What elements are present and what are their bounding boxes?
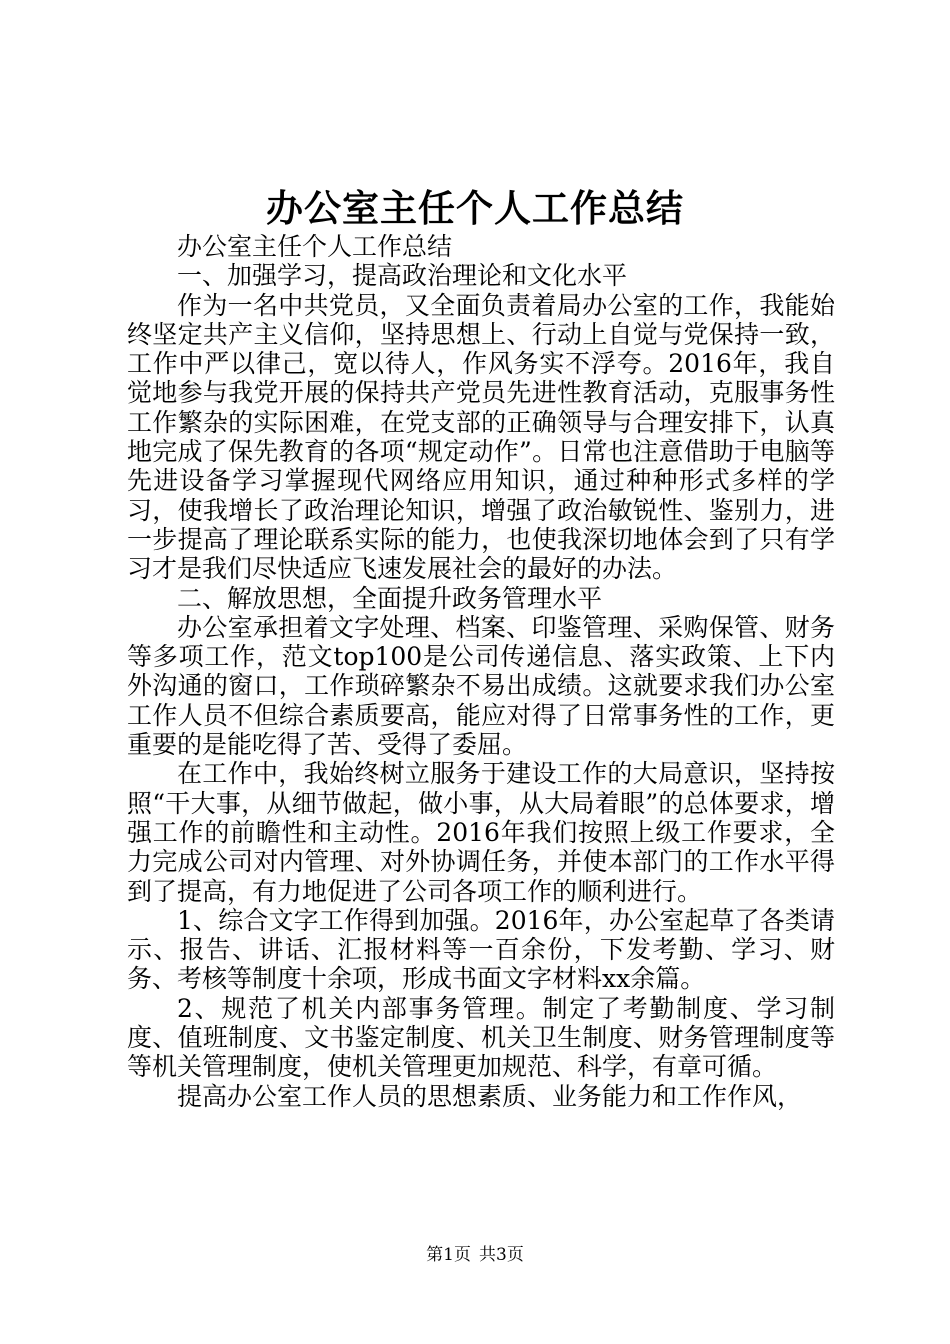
list-item-paragraph: 1、综合文字工作得到加强。2016年，办公室起草了各类请示、报告、讲话、汇报材料等一百余份，下发考勤、学习、财务、考核等制度十余项，形成书面文字材料xx余篇。 — [127, 905, 835, 994]
body-paragraph: 提高办公室工作人员的思想素质、业务能力和工作作风， — [177, 1081, 803, 1111]
body-paragraph: 办公室承担着文字处理、档案、印鉴管理、采购保管、财务等多项工作，范文top100是公司传递信息、落实政策、上下内外沟通的窗口，工作琐碎繁杂不易出成绩。这就要求我们办公室工作人员不但综合素质要高，能应对得了日常事务性的工作，更重要的是能吃得了苦、受得了委屈。 — [127, 612, 835, 760]
subtitle-paragraph: 办公室主任个人工作总结 — [177, 232, 453, 261]
section-heading-2: 二、解放思想，全面提升政务管理水平 — [177, 583, 603, 613]
list-item-paragraph: 2、规范了机关内部事务管理。制定了考勤制度、学习制度、值班制度、文书鉴定制度、机关卫生制度、财务管理制度等等机关管理制度，使机关管理更加规范、科学，有章可循。 — [127, 993, 835, 1082]
body-paragraph: 作为一名中共党员，又全面负责着局办公室的工作，我能始终坚定共产主义信仰，坚持思想上、行动上自觉与党保持一致，工作中严以律己，宽以待人，作风务实不浮夸。2016年，我自觉地参与我党开展的保持共产党员先进性教育活动，克服事务性工作繁杂的实际困难，在党支部的正确领导与合理安排下，认真地完成了保先教育的各项“规定动作”。日常也注意借助于电脑等先进设备学习掌握现代网络应用知识，通过种种形式多样的学习，使我增长了政治理论知识，增强了政治敏锐性、鉴别力，进一步提高了理论联系实际的能力，也使我深切地体会到了只有学习才是我们尽快适应飞速发展社会的最好的办法。 — [127, 290, 835, 584]
page-footer — [0, 1243, 950, 1267]
page-number: 第1页 — [426, 1245, 471, 1265]
document-title: 办公室主任个人工作总结 — [266, 186, 684, 230]
section-heading-1: 一、加强学习，提高政治理论和文化水平 — [177, 261, 628, 291]
document-body — [127, 232, 835, 1111]
page-total: 共3页 — [479, 1245, 524, 1265]
body-paragraph: 在工作中，我始终树立服务于建设工作的大局意识，坚持按照“干大事，从细节做起，做小事，从大局着眼”的总体要求，增强工作的前瞻性和主动性。2016年我们按照上级工作要求，全力完成公司对内管理、对外协调任务，并使本部门的工作水平得到了提高，有力地促进了公司各项工作的顺利进行。 — [127, 759, 835, 906]
